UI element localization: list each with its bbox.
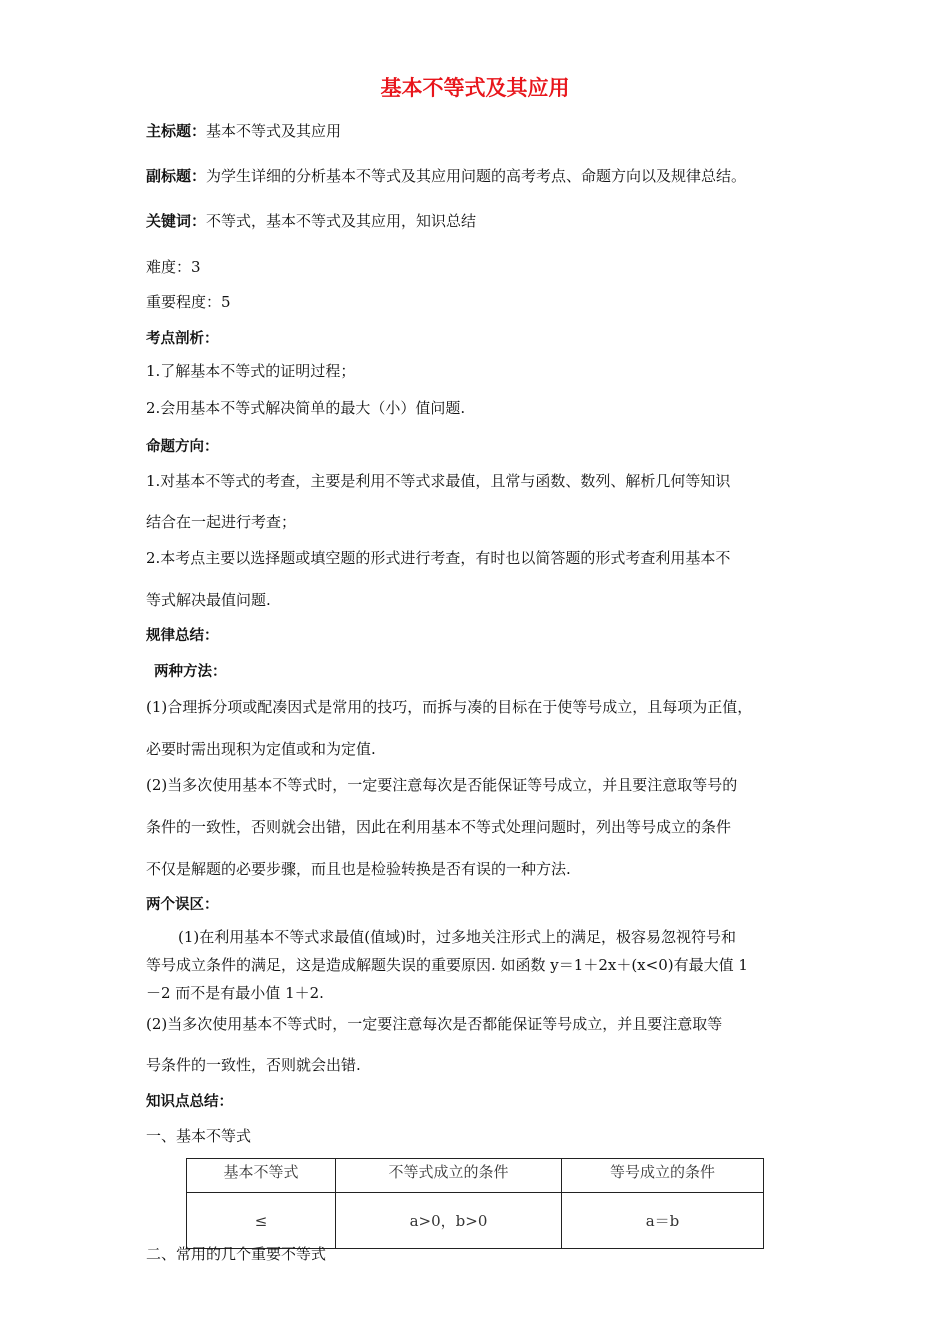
main-title-label: 主标题： <box>146 122 207 140</box>
rules-heading: 规律总结： <box>146 628 219 644</box>
summary-item-2: 二、常用的几个重要不等式 <box>146 1245 327 1263</box>
keywords-line <box>146 211 476 231</box>
table-cell: ≤ <box>187 1193 336 1249</box>
direction-item-1a: 1.对基本不等式的考查，主要是利用不等式求最值，且常与函数、数列、解析几何等知识 <box>146 472 731 490</box>
table-header-cell: 等号成立的条件 <box>562 1159 764 1193</box>
method-2c: 不仅是解题的必要步骤，而且也是检验转换是否有误的一种方法. <box>146 860 571 878</box>
analysis-item-1: 1.了解基本不等式的证明过程； <box>146 362 356 380</box>
summary-item-1: 一、基本不等式 <box>146 1127 252 1145</box>
methods-heading: 两种方法： <box>154 664 227 680</box>
table-header-cell: 基本不等式 <box>187 1159 336 1193</box>
table-row <box>187 1193 764 1249</box>
difficulty: 难度：3 <box>146 258 201 276</box>
table-header-row <box>187 1159 764 1193</box>
direction-item-1b: 结合在一起进行考查； <box>146 513 297 531</box>
table-cell: a>0，b>0 <box>336 1193 562 1249</box>
direction-item-2a: 2.本考点主要以选择题或填空题的形式进行考查，有时也以简答题的形式考查利用基本不 <box>146 549 731 567</box>
table-header-cell: 不等式成立的条件 <box>336 1159 562 1193</box>
summary-heading: 知识点总结： <box>146 1094 233 1110</box>
analysis-heading: 考点剖析： <box>146 331 219 347</box>
analysis-item-2: 2.会用基本不等式解决简单的最大（小）值问题. <box>146 399 466 417</box>
page-title: 基本不等式及其应用 <box>380 76 570 100</box>
mistake-2a: (2)当多次使用基本不等式时，一定要注意每次是否都能保证等号成立，并且要注意取等 <box>146 1015 723 1033</box>
main-title-value: 基本不等式及其应用 <box>206 122 342 140</box>
mistake-1c: －2 而不是有最小值 1＋2. <box>146 984 324 1002</box>
subtitle-line <box>146 166 746 186</box>
method-2a: (2)当多次使用基本不等式时，一定要注意每次是否能保证等号成立，并且要注意取等号的 <box>146 776 738 794</box>
subtitle-label: 副标题： <box>146 167 207 185</box>
table-cell: a＝b <box>562 1193 764 1249</box>
main-title-line <box>146 121 341 141</box>
mistake-2b: 号条件的一致性，否则就会出错. <box>146 1056 361 1074</box>
method-1a: (1)合理拆分项或配凑因式是常用的技巧，而拆与凑的目标在于使等号成立，且每项为正值， <box>146 698 753 716</box>
importance: 重要程度：5 <box>146 293 231 311</box>
subtitle-value: 为学生详细的分析基本不等式及其应用问题的高考考点、命题方向以及规律总结。 <box>206 167 747 185</box>
keywords-value: 不等式，基本不等式及其应用，知识总结 <box>206 212 477 230</box>
method-1b: 必要时需出现积为定值或和为定值. <box>146 740 376 758</box>
mistake-1a: (1)在利用基本不等式求最值(值域)时，过多地关注形式上的满足，极容易忽视符号和 <box>178 928 736 946</box>
method-2b: 条件的一致性，否则就会出错，因此在利用基本不等式处理问题时，列出等号成立的条件 <box>146 818 732 836</box>
direction-item-2b: 等式解决最值问题. <box>146 591 271 609</box>
mistake-1b: 等号成立条件的满足，这是造成解题失误的重要原因. 如函数 y＝1＋2x＋(x<0)有最大值 1 <box>146 956 748 974</box>
direction-heading: 命题方向： <box>146 439 219 455</box>
inequality-table <box>186 1158 764 1249</box>
mistakes-heading: 两个误区： <box>146 897 219 913</box>
keywords-label: 关键词： <box>146 212 207 230</box>
